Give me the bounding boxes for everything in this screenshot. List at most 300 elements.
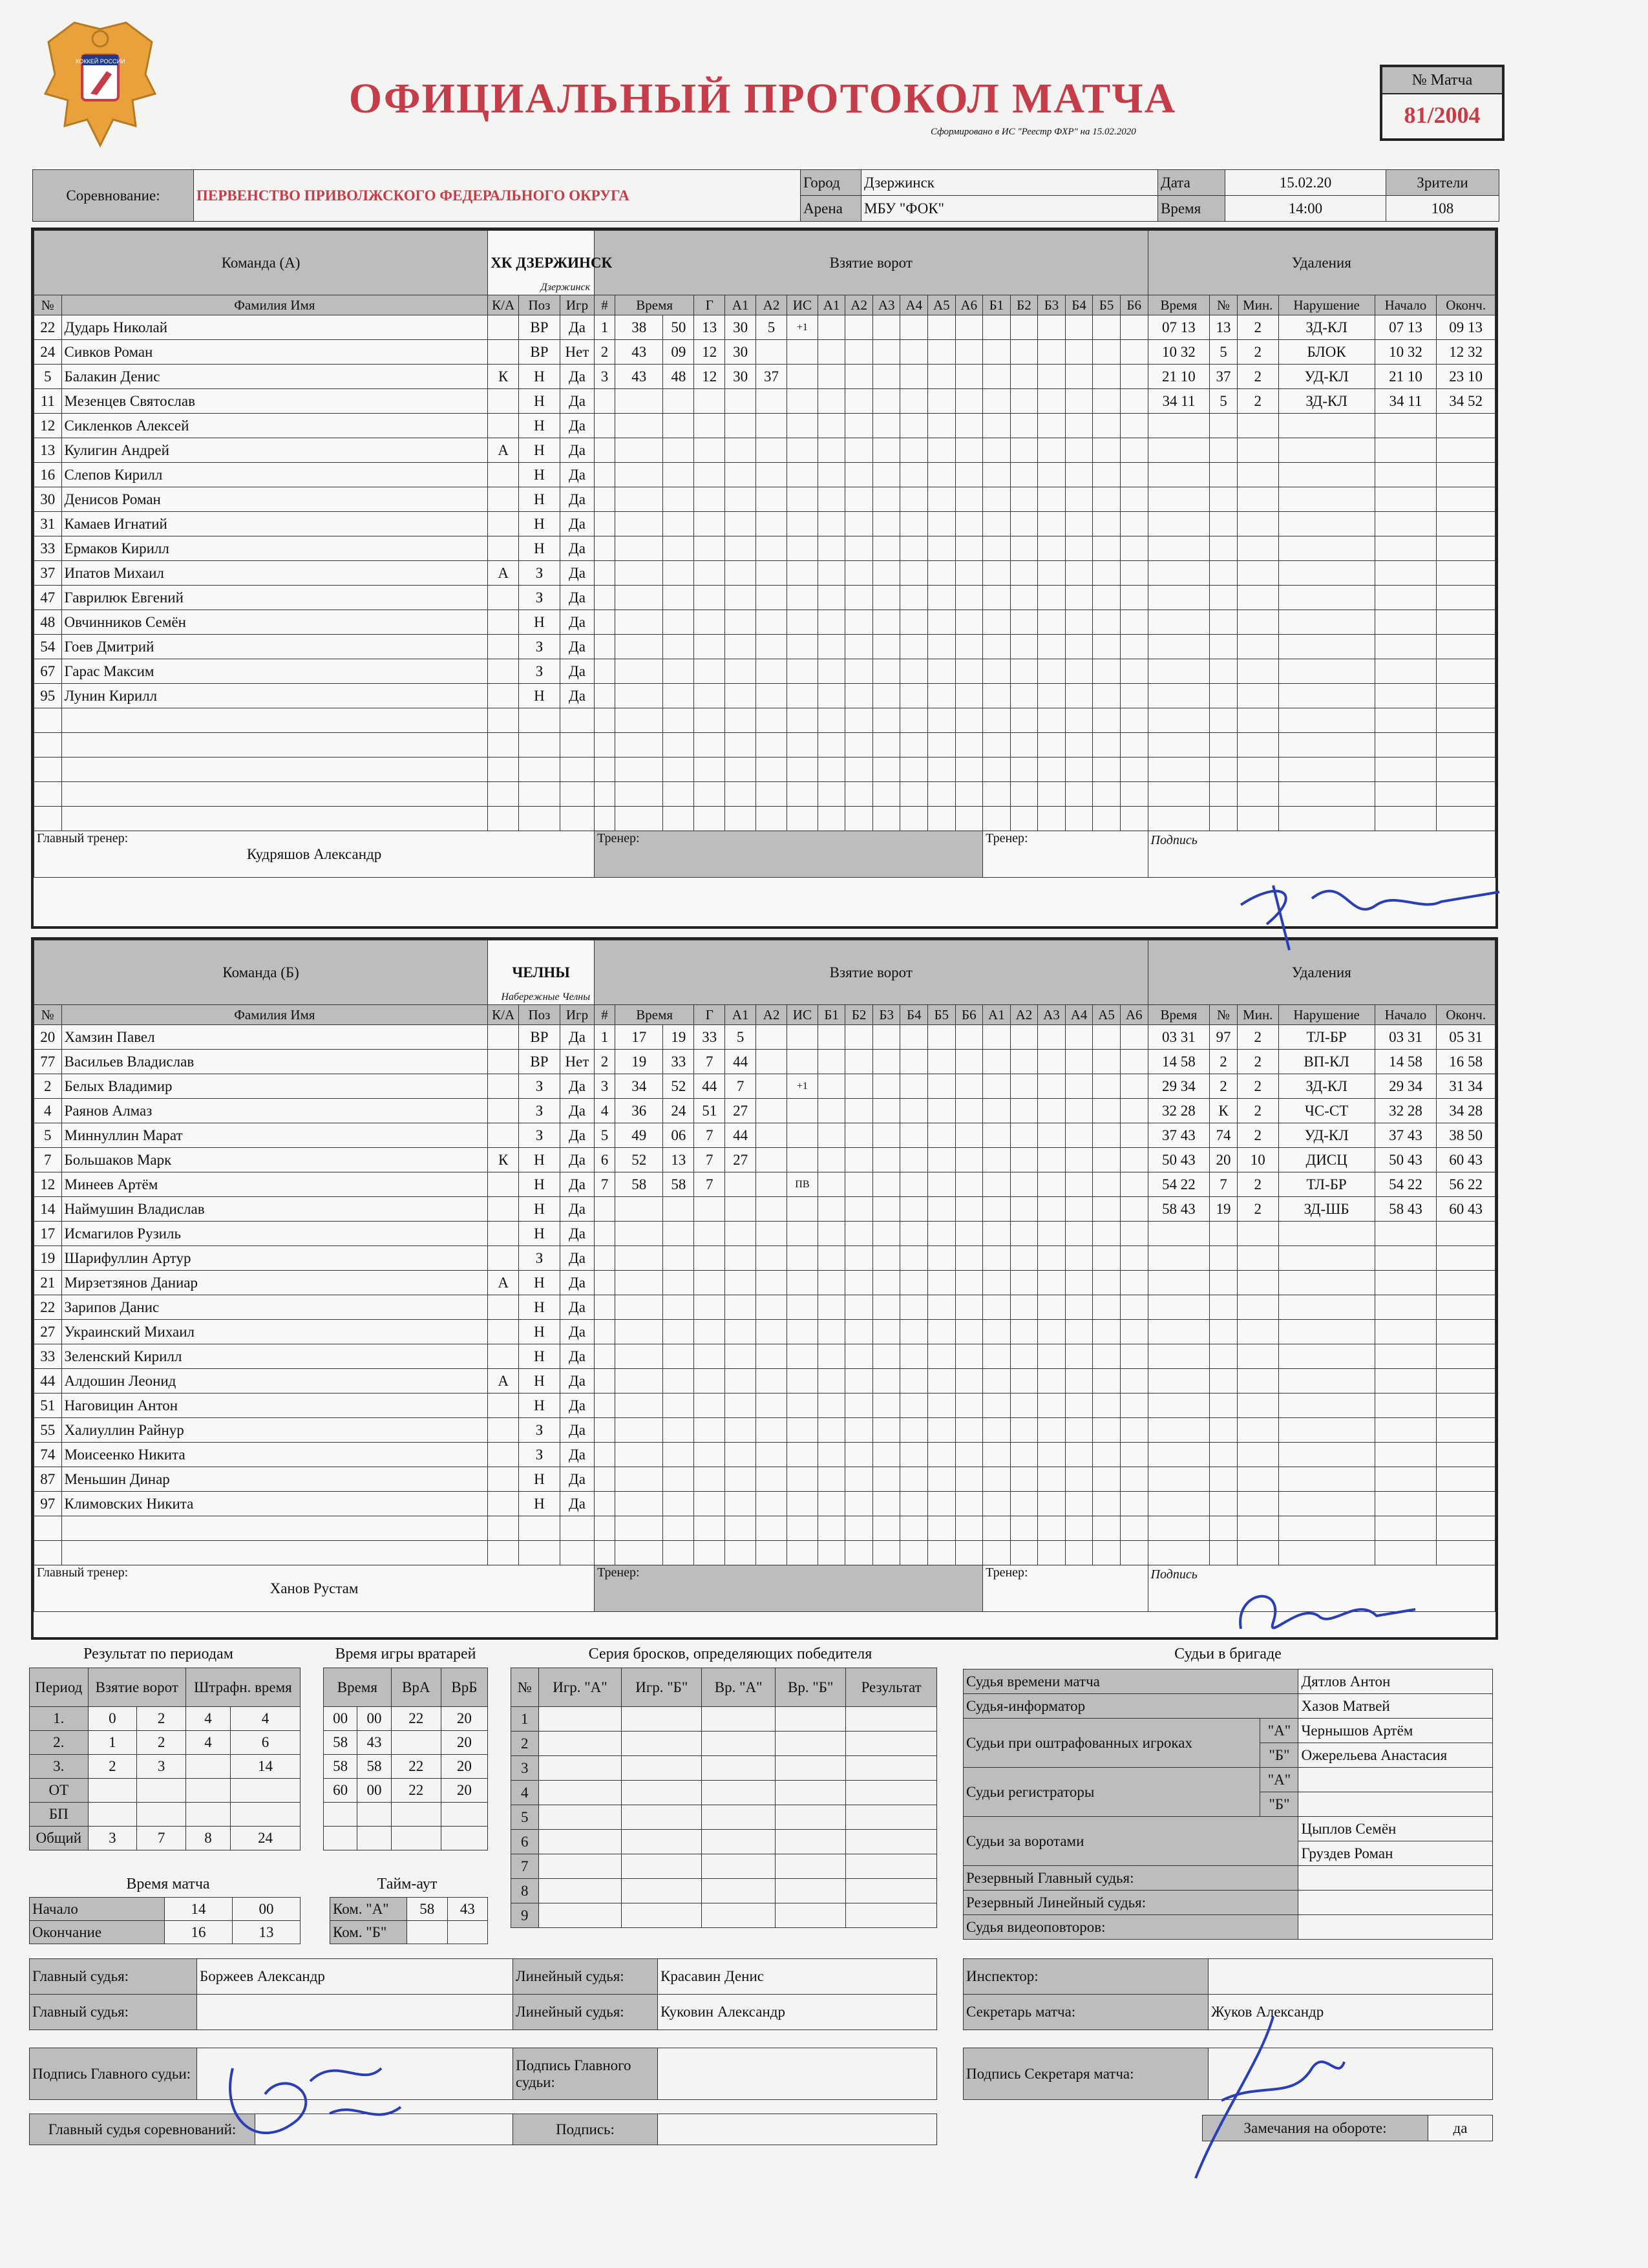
period-ga: 1	[88, 1731, 137, 1755]
onice-cell	[955, 365, 983, 389]
onice-cell	[1093, 315, 1121, 340]
shootout-cell	[622, 1854, 702, 1879]
onice-cell	[818, 807, 845, 831]
goal-a2	[756, 708, 787, 733]
team_b-city: Набережные Челны	[501, 991, 591, 1002]
video-judge-label: Судья видеоповторов:	[964, 1915, 1298, 1940]
shootout-num: 7	[511, 1854, 539, 1879]
pen-end-s: 43	[1468, 1151, 1483, 1168]
onice-cell	[845, 1418, 873, 1443]
team_b-row	[34, 1541, 1495, 1565]
team_a-row	[34, 684, 1495, 708]
player-pos: Н	[519, 1467, 560, 1492]
team_a-row	[34, 586, 1495, 610]
player-pos: Н	[519, 1172, 560, 1197]
signature-label: Подпись	[1150, 1567, 1198, 1582]
onice-cell	[983, 684, 1011, 708]
shootout-cell	[846, 1732, 937, 1756]
onice-cell	[928, 1418, 956, 1443]
onice-cell	[1038, 708, 1066, 733]
pen-end	[1437, 1172, 1495, 1197]
goal-g	[694, 463, 725, 487]
pen-min: 2	[1237, 340, 1278, 365]
pen-min: 2	[1237, 315, 1278, 340]
coach-1-cell	[595, 831, 983, 878]
goal-a1	[725, 1222, 756, 1246]
pen-no	[1210, 463, 1238, 487]
onice-cell	[1038, 610, 1066, 635]
goal-g	[694, 561, 725, 586]
onice-cell	[1038, 1394, 1066, 1418]
onice-cell	[1120, 1295, 1148, 1320]
onice-cell	[955, 1050, 983, 1074]
pen-time-s: 58	[1180, 1053, 1196, 1070]
onice-cell	[983, 1271, 1011, 1295]
match-info-table	[32, 169, 1499, 222]
goal-a1	[725, 1320, 756, 1344]
team_a-row	[34, 807, 1495, 831]
pen-violation: ЗД-КЛ	[1278, 315, 1375, 340]
onice-cell	[872, 1197, 900, 1222]
onice-cell	[1010, 1222, 1038, 1246]
goal-g	[694, 659, 725, 684]
goal-a2	[756, 1246, 787, 1271]
player-played: Да	[560, 438, 594, 463]
onice-cell	[1038, 1050, 1066, 1074]
onice-cell	[1120, 1344, 1148, 1369]
goal-g	[694, 1197, 725, 1222]
onice-cell	[1065, 1492, 1093, 1516]
onice-cell	[983, 463, 1011, 487]
player-played: Да	[560, 586, 594, 610]
col-ka: К/А	[488, 1005, 519, 1025]
team_b-head-coach: Ханов Рустам	[269, 1580, 359, 1596]
goal-n: 1	[595, 1025, 615, 1050]
team_b-row	[34, 1025, 1495, 1050]
goal-n: 6	[595, 1148, 615, 1172]
onice-cell	[928, 1172, 956, 1197]
col-a_cols-1: А2	[1010, 1005, 1038, 1025]
onice-cell	[955, 733, 983, 758]
onice-cell	[1010, 635, 1038, 659]
onice-cell	[900, 365, 928, 389]
shootout-cell	[538, 1732, 622, 1756]
player-name: Мезенцев Святослав	[61, 389, 488, 414]
onice-cell	[1065, 1148, 1093, 1172]
pen-time	[1148, 708, 1210, 733]
pen-min: 2	[1237, 1172, 1278, 1197]
player-n: 31	[34, 512, 62, 536]
coach-2-label: Тренер:	[986, 1565, 1028, 1580]
player-name: Мирзетзянов Даниар	[61, 1271, 488, 1295]
goal-ss	[663, 1443, 694, 1467]
team_b-row	[34, 1148, 1495, 1172]
onice-cell	[872, 1099, 900, 1123]
onice-cell	[1065, 1050, 1093, 1074]
shootout-cell	[538, 1903, 622, 1928]
goal-n: 7	[595, 1172, 615, 1197]
goal-ss	[663, 487, 694, 512]
pen-violation	[1278, 1369, 1375, 1394]
goal-a1: 44	[725, 1050, 756, 1074]
pen-time-m: 37	[1162, 1127, 1178, 1143]
onice-cell	[1038, 1443, 1066, 1467]
onice-cell	[928, 1541, 956, 1565]
arena-value: МБУ "ФОК"	[861, 196, 1158, 222]
onice-cell	[845, 1148, 873, 1172]
goal-a1	[725, 1172, 756, 1197]
onice-cell	[1093, 536, 1121, 561]
goal-ss	[663, 561, 694, 586]
pen-min	[1237, 487, 1278, 512]
pen-start	[1375, 1172, 1437, 1197]
onice-cell	[1093, 1074, 1121, 1099]
goal-g: 12	[694, 365, 725, 389]
onice-cell	[1120, 487, 1148, 512]
onice-cell	[1038, 487, 1066, 512]
pen-no	[1210, 635, 1238, 659]
onice-cell	[1038, 1418, 1066, 1443]
goal-ss	[663, 635, 694, 659]
player-n: 22	[34, 1295, 62, 1320]
competition-name: ПЕРВЕНСТВО ПРИВОЛЖСКОГО ФЕДЕРАЛЬНОГО ОКРУГА	[194, 170, 801, 222]
onice-cell	[845, 1320, 873, 1344]
onice-cell	[1120, 635, 1148, 659]
team_b-penalties-title: Удаления	[1148, 940, 1495, 1005]
pen-no	[1210, 684, 1238, 708]
player-name: Наймушин Владислав	[61, 1197, 488, 1222]
goal-n	[595, 463, 615, 487]
player-pos: Н	[519, 536, 560, 561]
team_a-row	[34, 536, 1495, 561]
pen-time-m: 34	[1162, 392, 1178, 409]
goal-a1	[725, 758, 756, 782]
player-ka	[488, 782, 519, 807]
onice-cell	[900, 1123, 928, 1148]
pen-min	[1237, 1369, 1278, 1394]
goal-is	[787, 1123, 818, 1148]
player-pos: Н	[519, 389, 560, 414]
team_a-row	[34, 438, 1495, 463]
player-played: Да	[560, 389, 594, 414]
goal-mm	[615, 512, 662, 536]
pen-time	[1148, 659, 1210, 684]
onice-cell	[983, 610, 1011, 635]
inspector-label: Инспектор:	[964, 1959, 1209, 1995]
onice-cell	[872, 586, 900, 610]
team_a-row	[34, 389, 1495, 414]
onice-cell	[955, 1172, 983, 1197]
goal-a1	[725, 1271, 756, 1295]
pen-start	[1375, 758, 1437, 782]
pen-no: 37	[1210, 365, 1238, 389]
onice-cell	[1120, 1492, 1148, 1516]
goalie-b: 20	[441, 1779, 487, 1803]
period-pa	[185, 1779, 230, 1803]
goal-mm	[615, 610, 662, 635]
onice-cell	[900, 1050, 928, 1074]
onice-cell	[1010, 1074, 1038, 1099]
goal-g	[694, 708, 725, 733]
goal-n: 1	[595, 315, 615, 340]
pen-end-s: 32	[1468, 343, 1483, 360]
goal-a1	[725, 1197, 756, 1222]
goal-mm: 38	[615, 315, 662, 340]
onice-cell	[872, 512, 900, 536]
pen-time	[1148, 414, 1210, 438]
pen-start-m: 32	[1389, 1102, 1404, 1119]
pen-time	[1148, 536, 1210, 561]
onice-cell	[1038, 315, 1066, 340]
shootout-cell	[702, 1732, 776, 1756]
fhr-emblem	[36, 16, 165, 155]
pen-end	[1437, 340, 1495, 365]
onice-cell	[818, 708, 845, 733]
player-played: Да	[560, 659, 594, 684]
goal-mm	[615, 1541, 662, 1565]
onice-cell	[818, 1344, 845, 1369]
player-ka	[488, 1467, 519, 1492]
goal-ss	[663, 1394, 694, 1418]
onice-cell	[928, 1344, 956, 1369]
recorders-label: Судьи регистраторы	[964, 1768, 1260, 1817]
onice-cell	[872, 1295, 900, 1320]
col-a_cols-3: А4	[1065, 1005, 1093, 1025]
onice-cell	[1065, 1344, 1093, 1369]
onice-cell	[1120, 1516, 1148, 1541]
col-b_cols-3: Б4	[1065, 295, 1093, 315]
goal-is	[787, 561, 818, 586]
player-pos: Н	[519, 1295, 560, 1320]
goal-a1	[725, 1418, 756, 1443]
onice-cell	[1093, 1369, 1121, 1394]
onice-cell	[1010, 340, 1038, 365]
goal-ss	[663, 782, 694, 807]
onice-cell	[845, 610, 873, 635]
pen-time-s: 31	[1180, 1028, 1196, 1045]
goal-mm	[615, 807, 662, 831]
col-b_cols-4: Б5	[1093, 295, 1121, 315]
pen-no	[1210, 1516, 1238, 1541]
shootout-h-4: Вр. "Б"	[776, 1668, 846, 1707]
goal-mm: 17	[615, 1025, 662, 1050]
player-pos: З	[519, 1443, 560, 1467]
onice-cell	[1120, 438, 1148, 463]
player-played: Да	[560, 1246, 594, 1271]
shootout-cell	[846, 1830, 937, 1854]
onice-cell	[872, 1492, 900, 1516]
player-name: Наговицин Антон	[61, 1394, 488, 1418]
pen-end	[1437, 1295, 1495, 1320]
goal-a1	[725, 1467, 756, 1492]
shootout-row	[511, 1830, 937, 1854]
goal-ss	[663, 1467, 694, 1492]
onice-cell	[900, 414, 928, 438]
pen-end	[1437, 1025, 1495, 1050]
goal-a2	[756, 389, 787, 414]
onice-cell	[1065, 315, 1093, 340]
shootout-row	[511, 1732, 937, 1756]
shootout-num: 5	[511, 1805, 539, 1830]
onice-cell	[900, 463, 928, 487]
goal-ss	[663, 1344, 694, 1369]
player-name	[61, 1516, 488, 1541]
pen-no: К	[1210, 1099, 1238, 1123]
goal-is	[787, 1197, 818, 1222]
player-name: Ермаков Кирилл	[61, 536, 488, 561]
player-name: Кулигин Андрей	[61, 438, 488, 463]
goal-a2	[756, 438, 787, 463]
player-name: Хамзин Павел	[61, 1025, 488, 1050]
onice-cell	[1038, 1344, 1066, 1369]
onice-cell	[955, 1074, 983, 1099]
onice-cell	[872, 561, 900, 586]
goal-mm	[615, 733, 662, 758]
onice-cell	[983, 1148, 1011, 1172]
goal-mm	[615, 1394, 662, 1418]
onice-cell	[1065, 1369, 1093, 1394]
onice-cell	[818, 1074, 845, 1099]
player-ka	[488, 1443, 519, 1467]
shootout-cell	[702, 1781, 776, 1805]
pen-start	[1375, 1197, 1437, 1222]
onice-cell	[900, 1516, 928, 1541]
team_b-goals-title: Взятие ворот	[595, 940, 1148, 1005]
onice-cell	[928, 1025, 956, 1050]
player-played: Да	[560, 1492, 594, 1516]
onice-cell	[1010, 315, 1038, 340]
onice-cell	[1038, 1516, 1066, 1541]
goal-a2	[756, 1271, 787, 1295]
match-number-box	[1380, 65, 1505, 141]
team_a-row	[34, 733, 1495, 758]
onice-cell	[1065, 414, 1093, 438]
player-ka	[488, 1099, 519, 1123]
recorders-b-tag: "Б"	[1260, 1792, 1298, 1817]
player-ka	[488, 758, 519, 782]
onice-cell	[1038, 1025, 1066, 1050]
col-a_cols-4: А5	[928, 295, 956, 315]
onice-cell	[900, 1222, 928, 1246]
team_b-row	[34, 1050, 1495, 1074]
onice-cell	[955, 487, 983, 512]
onice-cell	[1010, 1492, 1038, 1516]
player-name	[61, 733, 488, 758]
onice-cell	[983, 659, 1011, 684]
pen-start	[1375, 1025, 1437, 1050]
onice-cell	[1120, 1541, 1148, 1565]
onice-cell	[1120, 733, 1148, 758]
goal-is	[787, 1541, 818, 1565]
player-name: Исмагилов Рузиль	[61, 1222, 488, 1246]
goal-is	[787, 536, 818, 561]
player-n: 51	[34, 1394, 62, 1418]
col-goal-4: А2	[756, 1005, 787, 1025]
goal-a2	[756, 463, 787, 487]
player-n: 24	[34, 340, 62, 365]
goalie-s: 00	[357, 1779, 391, 1803]
pen-end-s: 28	[1468, 1102, 1483, 1119]
pen-no	[1210, 512, 1238, 536]
col-goal-3: А1	[725, 1005, 756, 1025]
onice-cell	[900, 487, 928, 512]
player-n: 19	[34, 1246, 62, 1271]
team_a-row	[34, 610, 1495, 635]
onice-cell	[845, 684, 873, 708]
onice-cell	[872, 315, 900, 340]
pen-time	[1148, 1320, 1210, 1344]
onice-cell	[1038, 1246, 1066, 1271]
goalie-time-title: Время игры вратарей	[335, 1646, 476, 1662]
onice-cell	[1093, 610, 1121, 635]
pen-violation	[1278, 414, 1375, 438]
onice-cell	[983, 733, 1011, 758]
player-name	[61, 782, 488, 807]
team_a-name-text: ХК ДЗЕРЖИНСК	[491, 254, 613, 271]
pen-end	[1437, 1369, 1495, 1394]
player-n: 5	[34, 1123, 62, 1148]
pen-violation	[1278, 1467, 1375, 1492]
goal-mm: 58	[615, 1172, 662, 1197]
goal-is	[787, 684, 818, 708]
pen-min	[1237, 1467, 1278, 1492]
player-name: Климовских Никита	[61, 1492, 488, 1516]
pen-start	[1375, 659, 1437, 684]
player-name: Камаев Игнатий	[61, 512, 488, 536]
player-pos	[519, 708, 560, 733]
goal-mm	[615, 536, 662, 561]
pen-end-m: 34	[1449, 392, 1464, 409]
onice-cell	[872, 1541, 900, 1565]
onice-cell	[845, 586, 873, 610]
goal-a2	[756, 758, 787, 782]
goal-mm	[615, 1369, 662, 1394]
goal-is: ПВ	[787, 1172, 818, 1197]
date-label: Дата	[1158, 170, 1225, 196]
goal-is	[787, 586, 818, 610]
onice-cell	[1010, 1320, 1038, 1344]
pen-violation: ДИСЦ	[1278, 1148, 1375, 1172]
onice-cell	[1010, 1025, 1038, 1050]
onice-cell	[1120, 1025, 1148, 1050]
main-referee-1: Боржеев Александр	[197, 1959, 513, 1995]
goal-a1: 27	[725, 1099, 756, 1123]
onice-cell	[1065, 512, 1093, 536]
goal-a2	[756, 1123, 787, 1148]
onice-cell	[983, 365, 1011, 389]
onice-cell	[1065, 1025, 1093, 1050]
pen-start	[1375, 1443, 1437, 1467]
goal-n	[595, 782, 615, 807]
timeout-a-minute: 58	[407, 1898, 448, 1921]
goal-mm	[615, 1197, 662, 1222]
onice-cell	[845, 1123, 873, 1148]
goal-n	[595, 586, 615, 610]
goal-n	[595, 1369, 615, 1394]
player-ka	[488, 1418, 519, 1443]
shootout-cell	[702, 1830, 776, 1854]
penalty-judges-label: Судьи при оштрафованных игроках	[964, 1719, 1260, 1768]
period-pa: 4	[185, 1731, 230, 1755]
pen-start	[1375, 414, 1437, 438]
player-pos	[519, 782, 560, 807]
player-played: Да	[560, 1443, 594, 1467]
pen-time	[1148, 1418, 1210, 1443]
goal-n	[595, 758, 615, 782]
player-n: 4	[34, 1099, 62, 1123]
goal-a1	[725, 414, 756, 438]
onice-cell	[900, 512, 928, 536]
